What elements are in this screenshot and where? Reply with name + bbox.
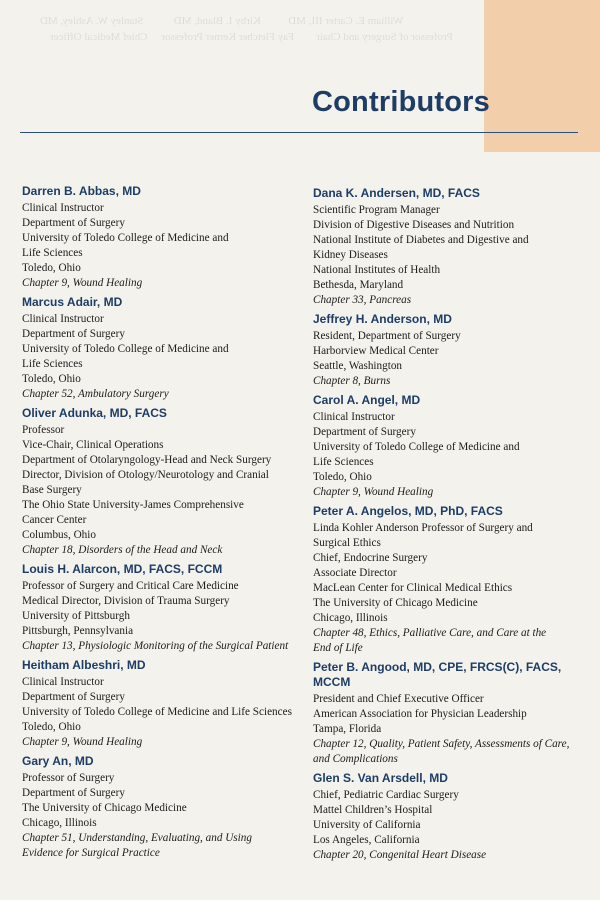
contributor-affiliation-line: Bethesda, Maryland <box>313 279 404 291</box>
contributor-entry <box>313 312 588 389</box>
contributor-affiliation-line: Chief, Pediatric Cardiac Surgery <box>313 789 459 801</box>
contributor-affiliation-line: Department of Surgery <box>22 217 125 229</box>
contributor-chapter: Chapter 8, Burns <box>313 375 391 387</box>
contributor-affiliation-line: Professor of Surgery <box>22 772 115 784</box>
show-through-text-2: Professor of Surgery and Chair Fay Fletcher Kerner Professor Chief Medical Officer <box>50 31 453 43</box>
contributor-affiliation-line: University of Toledo College of Medicine and <box>313 441 520 453</box>
contributor-chapter: and Complications <box>313 753 398 765</box>
show-through-text: William E. Carter III, MD Kirby I. Bland, MD Stanley W. Ashley, MD <box>40 15 404 27</box>
contributor-affiliation-line: Clinical Instructor <box>313 411 395 423</box>
contributor-chapter: End of Life <box>313 642 363 654</box>
contributor-name: Heitham Albeshri, MD <box>22 658 146 672</box>
contributor-affiliation-line: Department of Surgery <box>22 328 125 340</box>
contributor-name: Peter A. Angelos, MD, PhD, FACS <box>313 504 503 518</box>
contributors-left-column <box>22 184 292 865</box>
contributor-affiliation-line: Tampa, Florida <box>313 723 382 735</box>
contributor-affiliation-line: Department of Otolaryngology-Head and Neck Surgery <box>22 454 272 466</box>
contributor-entry <box>22 406 292 558</box>
contributor-chapter: Chapter 9, Wound Healing <box>313 486 434 498</box>
contributor-affiliation-line: Columbus, Ohio <box>22 529 96 541</box>
contributor-affiliation-line: National Institute of Diabetes and Digestive and <box>313 234 529 246</box>
contributor-affiliation-line: Scientific Program Manager <box>313 204 440 216</box>
contributor-name: Dana K. Andersen, MD, FACS <box>313 186 480 200</box>
contributor-affiliation-line: Linda Kohler Anderson Professor of Surgery and <box>313 522 533 534</box>
contributor-affiliation-line: Chief, Endocrine Surgery <box>313 552 428 564</box>
contributor-affiliation-line: The University of Chicago Medicine <box>313 597 478 609</box>
contributor-chapter: Chapter 9, Wound Healing <box>22 277 143 289</box>
contributor-affiliation-line: Harborview Medical Center <box>313 345 439 357</box>
contributor-chapter: Chapter 33, Pancreas <box>313 294 412 306</box>
contributor-affiliation-line: Life Sciences <box>22 358 83 370</box>
contributor-affiliation-line: Clinical Instructor <box>22 202 104 214</box>
page-title: Contributors <box>312 86 490 118</box>
contributor-affiliation-line: Pittsburgh, Pennsylvania <box>22 625 134 637</box>
contributor-affiliation-line: American Association for Physician Leadership <box>313 708 527 720</box>
contributor-entry <box>313 771 588 863</box>
contributor-affiliation-line: Resident, Department of Surgery <box>313 330 461 342</box>
contributor-chapter: Chapter 51, Understanding, Evaluating, and Using <box>22 832 252 844</box>
contributor-affiliation-line: University of Pittsburgh <box>22 610 130 622</box>
contributor-entry <box>22 658 292 750</box>
contributor-affiliation-line: Seattle, Washington <box>313 360 403 372</box>
contributor-affiliation-line: Vice-Chair, Clinical Operations <box>22 439 164 451</box>
contributor-entry <box>313 504 588 656</box>
contributor-name: Peter B. Angood, MD, CPE, FRCS(C), FACS, MCCM <box>313 660 562 689</box>
title-rule <box>20 132 578 133</box>
page-edge-tab <box>484 0 600 152</box>
contributor-affiliation-line: Division of Digestive Diseases and Nutrition <box>313 219 515 231</box>
contributor-affiliation-line: Life Sciences <box>22 247 83 259</box>
contributor-affiliation-line: Cancer Center <box>22 514 87 526</box>
contributor-name: Jeffrey H. Anderson, MD <box>313 312 452 326</box>
contributor-chapter: Evidence for Surgical Practice <box>22 847 160 859</box>
contributor-entry <box>313 393 588 500</box>
contributor-chapter: Chapter 12, Quality, Patient Safety, Assessments of Care, <box>313 738 570 750</box>
contributor-affiliation-line: Clinical Instructor <box>22 313 104 325</box>
contributor-affiliation-line: Department of Surgery <box>22 691 125 703</box>
contributor-affiliation-line: Chicago, Illinois <box>22 817 97 829</box>
contributor-chapter: Chapter 13, Physiologic Monitoring of the Surgical Patient <box>22 640 289 652</box>
contributor-name: Carol A. Angel, MD <box>313 393 421 407</box>
contributor-affiliation-line: Toledo, Ohio <box>22 721 81 733</box>
contributor-affiliation-line: Professor <box>22 424 65 436</box>
contributor-name: Glen S. Van Arsdell, MD <box>313 771 448 785</box>
contributor-affiliation-line: The University of Chicago Medicine <box>22 802 187 814</box>
contributor-affiliation-line: President and Chief Executive Officer <box>313 693 484 705</box>
contributor-affiliation-line: Department of Surgery <box>22 787 125 799</box>
contributor-affiliation-line: Associate Director <box>313 567 397 579</box>
contributor-chapter: Chapter 52, Ambulatory Surgery <box>22 388 169 400</box>
contributor-entry <box>313 660 588 767</box>
contributor-name: Marcus Adair, MD <box>22 295 123 309</box>
contributor-affiliation-line: Clinical Instructor <box>22 676 104 688</box>
contributor-affiliation-line: Professor of Surgery and Critical Care Medicine <box>22 580 239 592</box>
contributor-affiliation-line: Medical Director, Division of Trauma Surgery <box>22 595 230 607</box>
contributor-affiliation-line: Life Sciences <box>313 456 374 468</box>
contributor-affiliation-line: Toledo, Ohio <box>22 262 81 274</box>
contributor-name: Gary An, MD <box>22 754 94 768</box>
contributor-affiliation-line: Los Angeles, California <box>313 834 420 846</box>
contributor-affiliation-line: Mattel Children’s Hospital <box>313 804 433 816</box>
contributor-chapter: Chapter 9, Wound Healing <box>22 736 143 748</box>
contributor-chapter: Chapter 18, Disorders of the Head and Neck <box>22 544 223 556</box>
contributor-entry <box>22 562 292 654</box>
contributor-entry <box>22 184 292 291</box>
contributor-chapter: Chapter 48, Ethics, Palliative Care, and Care at the <box>313 627 547 639</box>
contributor-name: Darren B. Abbas, MD <box>22 184 141 198</box>
contributor-entry <box>22 295 292 402</box>
contributor-affiliation-line: Toledo, Ohio <box>22 373 81 385</box>
contributor-chapter: Chapter 20, Congenital Heart Disease <box>313 849 487 861</box>
contributor-entry <box>22 754 292 861</box>
contributor-affiliation-line: MacLean Center for Clinical Medical Ethics <box>313 582 513 594</box>
contributor-affiliation-line: Director, Division of Otology/Neurotology and Cranial <box>22 469 269 481</box>
contributor-affiliation-line: University of Toledo College of Medicine and Life Sciences <box>22 706 292 718</box>
contributor-affiliation-line: Chicago, Illinois <box>313 612 388 624</box>
contributor-affiliation-line: Base Surgery <box>22 484 82 496</box>
contributor-affiliation-line: University of Toledo College of Medicine and <box>22 232 229 244</box>
contributor-entry <box>313 186 588 308</box>
contributor-affiliation-line: Surgical Ethics <box>313 537 381 549</box>
contributor-name: Oliver Adunka, MD, FACS <box>22 406 167 420</box>
contributors-right-column <box>313 186 588 867</box>
contributor-name: Louis H. Alarcon, MD, FACS, FCCM <box>22 562 223 576</box>
contributor-affiliation-line: University of Toledo College of Medicine and <box>22 343 229 355</box>
contributor-affiliation-line: Department of Surgery <box>313 426 416 438</box>
contributor-affiliation-line: National Institutes of Health <box>313 264 441 276</box>
contributor-affiliation-line: The Ohio State University-James Comprehensive <box>22 499 244 511</box>
contributor-affiliation-line: Kidney Diseases <box>313 249 388 261</box>
contributor-affiliation-line: University of California <box>313 819 421 831</box>
contributor-affiliation-line: Toledo, Ohio <box>313 471 372 483</box>
